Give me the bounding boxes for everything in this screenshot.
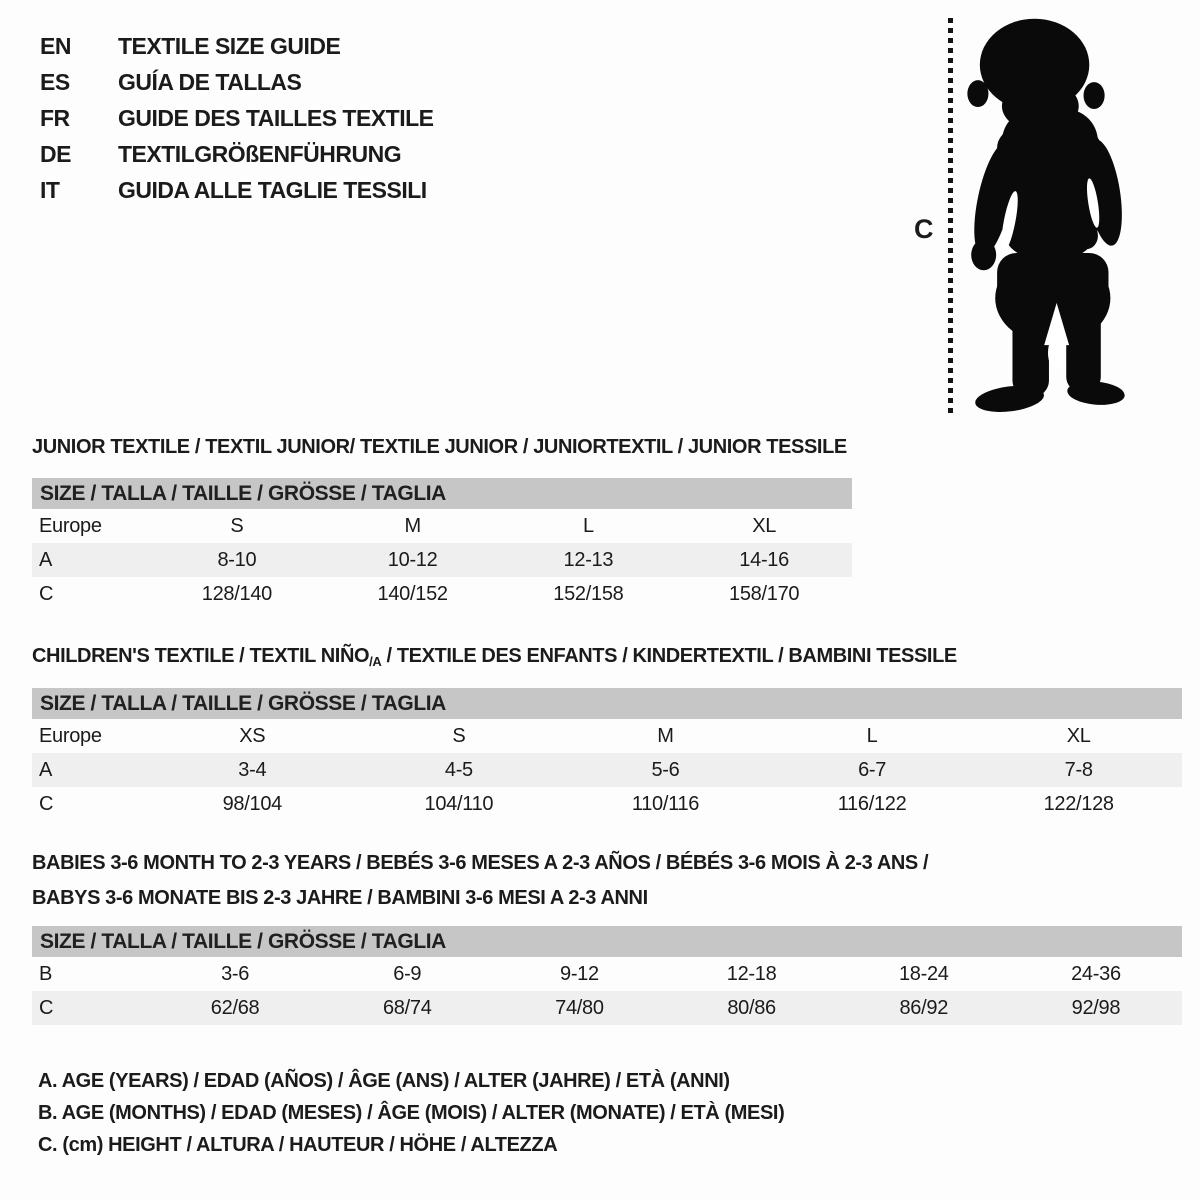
language-code: FR [40,105,70,131]
language-code: IT [40,177,60,203]
size-value-cell: L [866,724,878,747]
language-title: TEXTILGRÖßENFÜHRUNG [118,141,402,167]
table-row [32,543,852,577]
size-value-cell: M [404,514,421,537]
size-value-cell: XL [1066,724,1091,747]
row-label: C [39,996,54,1019]
language-title: TEXTILE SIZE GUIDE [118,33,341,59]
size-value-cell: XL [752,514,777,537]
size-value-cell: 7-8 [1064,758,1093,781]
language-row [40,33,340,60]
size-value-cell: 116/122 [837,792,907,815]
size-value-cell: 86/92 [899,996,949,1019]
size-value-cell: 80/86 [727,996,776,1019]
children-title-suffix: / TEXTILE DES ENFANTS / KINDERTEXTIL / BAMBINI TESSILE [381,645,957,667]
row-label: A [39,548,53,571]
size-value-cell: 6-7 [858,758,887,781]
row-label: Europe [39,724,102,747]
language-code: EN [40,33,71,59]
babies-section-title-line1: BABIES 3-6 MONTH TO 2-3 YEARS / BEBÉS 3-6 MESES A 2-3 AÑOS / BÉBÉS 3-6 MOIS À 2-3 ANS / [32,852,929,874]
size-value-cell: 128/140 [201,582,272,605]
language-title: GUÍA DE TALLAS [118,69,302,95]
junior-size-table [32,478,852,611]
size-value-cell: 110/116 [631,792,700,815]
language-row [40,177,427,204]
size-value-cell: S [230,514,244,537]
legend-age-months: B. AGE (MONTHS) / EDAD (MESES) / ÂGE (MOIS) / ALTER (MONATE) / ETÀ (MESI) [38,1102,785,1124]
language-row [40,141,401,168]
size-value-cell: S [452,724,466,747]
size-value-cell: 98/104 [222,792,282,815]
size-table-header-band: SIZE / TALLA / TAILLE / GRÖSSE / TAGLIA [32,926,1182,957]
size-value-cell: XS [239,724,266,747]
size-value-cell: 18-24 [898,962,949,985]
size-value-cell: 9-12 [560,962,599,985]
size-value-cell: 8-10 [217,548,257,571]
table-row [32,753,1182,787]
children-section-title [32,645,957,668]
row-label: A [39,758,53,781]
size-value-cell: 12-18 [726,962,777,985]
row-label: C [39,792,54,815]
size-value-cell: 12-13 [563,548,614,571]
size-table-header-band: SIZE / TALLA / TAILLE / GRÖSSE / TAGLIA [32,688,1182,719]
size-value-cell: 24-36 [1071,962,1121,985]
size-value-cell: 62/68 [210,996,260,1019]
table-row [32,577,852,611]
row-label: B [39,962,53,985]
legend-height-cm: C. (cm) HEIGHT / ALTURA / HAUTEUR / HÖHE / ALTEZZA [38,1134,558,1156]
size-value-cell: 122/128 [1043,792,1114,815]
size-value-cell: 6-9 [393,962,422,985]
row-label: Europe [39,514,102,537]
table-row [32,719,1182,753]
size-table-header-band: SIZE / TALLA / TAILLE / GRÖSSE / TAGLIA [32,478,852,509]
table-row [32,509,852,543]
size-value-cell: 152/158 [553,582,624,605]
size-value-cell: 92/98 [1071,996,1121,1019]
size-value-cell: 140/152 [377,582,448,605]
language-title: GUIDA ALLE TAGLIE TESSILI [118,177,427,203]
size-value-cell: 104/110 [424,792,494,815]
language-row [40,69,301,96]
table-row [32,991,1182,1025]
children-title-subscript: /A [369,654,382,669]
children-title-prefix: CHILDREN'S TEXTILE / TEXTIL NIÑO [32,645,370,667]
junior-section-title: JUNIOR TEXTILE / TEXTIL JUNIOR/ TEXTILE JUNIOR / JUNIORTEXTIL / JUNIOR TESSILE [32,436,847,458]
language-code: DE [40,141,71,167]
size-value-cell: M [657,724,674,747]
children-size-table [32,688,1182,821]
size-value-cell: 68/74 [382,996,432,1019]
language-title: GUIDE DES TAILLES TEXTILE [118,105,434,131]
size-value-cell: 14-16 [739,548,789,571]
size-value-cell: 4-5 [444,758,473,781]
size-value-cell: L [582,514,594,537]
babies-size-table [32,926,1182,1025]
babies-section-title-line2: BABYS 3-6 MONATE BIS 2-3 JAHRE / BAMBINI 3-6 MESI A 2-3 ANNI [32,887,648,909]
row-label: C [39,582,54,605]
size-value-cell: 3-4 [238,758,267,781]
table-row [32,957,1182,991]
language-code: ES [40,69,70,95]
table-row [32,787,1182,821]
size-value-cell: 5-6 [651,758,680,781]
size-value-cell: 158/170 [729,582,800,605]
size-value-cell: 10-12 [387,548,438,571]
size-value-cell: 3-6 [221,962,250,985]
height-label: C [914,214,934,244]
language-row [40,105,434,132]
size-value-cell: 74/80 [555,996,604,1019]
toddler-silhouette-icon [952,13,1144,420]
legend-age-years: A. AGE (YEARS) / EDAD (AÑOS) / ÂGE (ANS) / ALTER (JAHRE) / ETÀ (ANNI) [38,1070,730,1092]
